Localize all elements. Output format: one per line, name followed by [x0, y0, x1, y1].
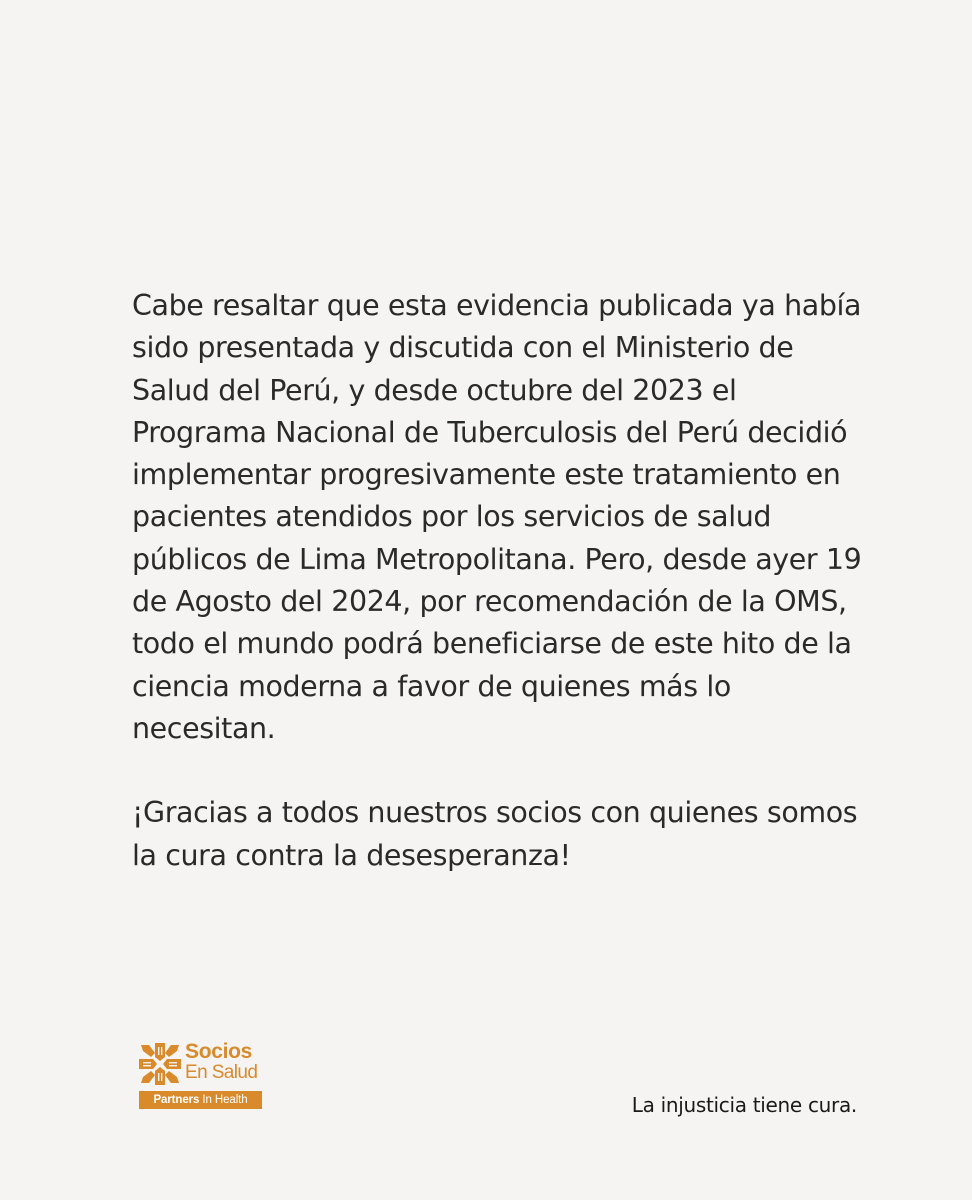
paragraph-gap	[132, 750, 892, 792]
text-line: implementar progresivamente este tratamiento en	[132, 458, 841, 492]
hands-cross-logo-icon	[139, 1043, 181, 1085]
socios-en-salud-logo	[139, 1041, 263, 1109]
text-line: ciencia moderna a favor de quienes más lo	[132, 669, 731, 703]
text-line: necesitan.	[132, 711, 276, 745]
logo-band-bold: Partners	[153, 1094, 200, 1106]
text-line: ¡Gracias a todos nuestros socios con quienes somos	[132, 796, 858, 830]
text-line: de Agosto del 2024, por recomendación de la OMS,	[132, 585, 847, 619]
logo-name-line2: En Salud	[185, 1062, 258, 1083]
text-line: Cabe resaltar que esta evidencia publicada ya había	[132, 289, 862, 322]
text-line: sido presentada y discutida con el Ministerio de	[132, 331, 794, 365]
text-line: pacientes atendidos por los servicios de salud	[132, 500, 772, 534]
logo-partners-band	[139, 1091, 262, 1109]
text-line: públicos de Lima Metropolitana. Pero, desde ayer 19	[132, 542, 862, 576]
text-line: Salud del Perú, y desde octubre del 2023 el	[132, 373, 737, 407]
text-line: la cura contra la desesperanza!	[132, 838, 571, 872]
tagline: La injusticia tiene cura.	[631, 1093, 857, 1117]
logo-name-line1: Socios	[185, 1040, 253, 1063]
text-line: todo el mundo podrá beneficiarse de este hito de la	[132, 627, 852, 661]
main-text	[132, 285, 892, 877]
paragraph-evidence	[132, 285, 892, 750]
text-line: Programa Nacional de Tuberculosis del Perú decidió	[132, 415, 848, 449]
paragraph-thanks	[132, 792, 892, 877]
logo-band-rest: In Health	[199, 1094, 248, 1106]
